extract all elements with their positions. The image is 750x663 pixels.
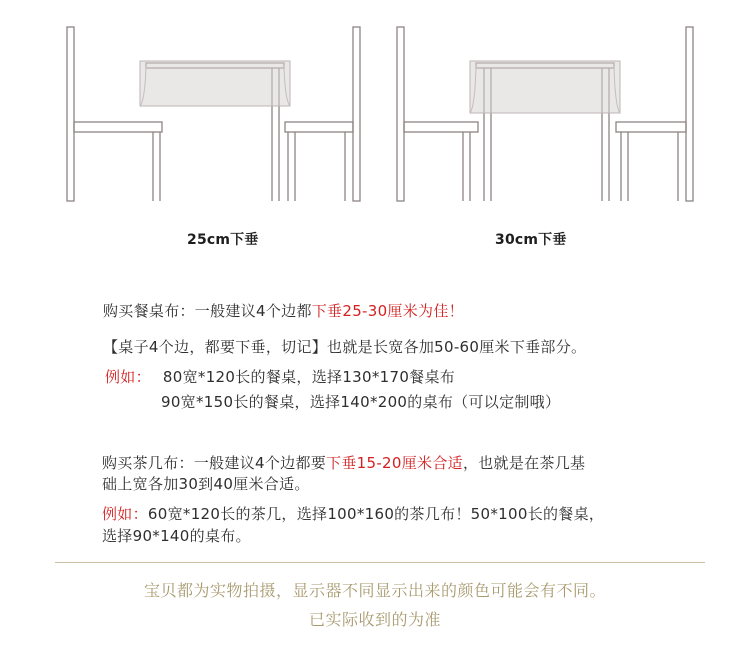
caption-30cm: 30cm下垂	[495, 232, 567, 248]
footer-divider	[55, 562, 705, 563]
coffee-intro	[102, 452, 585, 473]
coffee-intro-suffix: ，也就是在茶几基	[462, 454, 586, 472]
caption-25cm: 25cm下垂	[187, 232, 259, 248]
dining-example-2: 90宽*150长的餐桌，选择140*200的桌布（可以定制哦）	[161, 393, 561, 411]
dining-intro	[103, 300, 464, 321]
dining-intro-text: 购买餐桌布：一般建议4个边都	[103, 302, 312, 320]
right-chair-backrest	[353, 27, 360, 201]
coffee-intro-text: 购买茶几布：一般建议4个边都要	[102, 454, 327, 472]
left-chair-backrest	[67, 27, 74, 201]
coffee-intro-line2: 础上宽各加30到40厘米合适。	[102, 475, 310, 493]
left-chair-seat	[74, 122, 162, 132]
dining-intro-highlight: 下垂25-30厘米为佳！	[311, 302, 464, 320]
footer-line-1: 宝贝都为实物拍摄，显示器不同显示出来的颜色可能会有不同。	[143, 581, 606, 600]
tablecloth-30cm	[470, 61, 620, 113]
right-chair-seat	[616, 122, 686, 132]
dining-note: 【桌子4个边，都要下垂，切记】也就是长宽各加50-60厘米下垂部分。	[103, 338, 587, 356]
dining-example-1	[105, 366, 455, 387]
coffee-example-1-text: 60宽*120长的茶几，选择100*160的茶几布！50*100长的餐桌，	[147, 505, 605, 523]
right-chair-seat	[285, 122, 353, 132]
tablecloth-illustrations	[0, 0, 750, 260]
coffee-example-1	[102, 503, 604, 524]
coffee-example-label: 例如：	[102, 505, 148, 523]
left-chair-seat	[404, 122, 478, 132]
footer-line-2: 已实际收到的为准	[308, 610, 441, 629]
left-chair-backrest	[397, 27, 404, 201]
illustration-30cm	[397, 27, 693, 201]
tablecloth-25cm	[140, 61, 290, 106]
dining-example-label: 例如：	[105, 368, 151, 386]
illustration-25cm	[67, 27, 360, 201]
dining-example-1-text: 80宽*120长的餐桌，选择130*170餐桌布	[162, 368, 456, 386]
coffee-intro-highlight: 下垂15-20厘米合适	[326, 454, 463, 472]
coffee-example-2: 选择90*140的桌布。	[102, 527, 251, 545]
right-chair-backrest	[686, 27, 693, 201]
